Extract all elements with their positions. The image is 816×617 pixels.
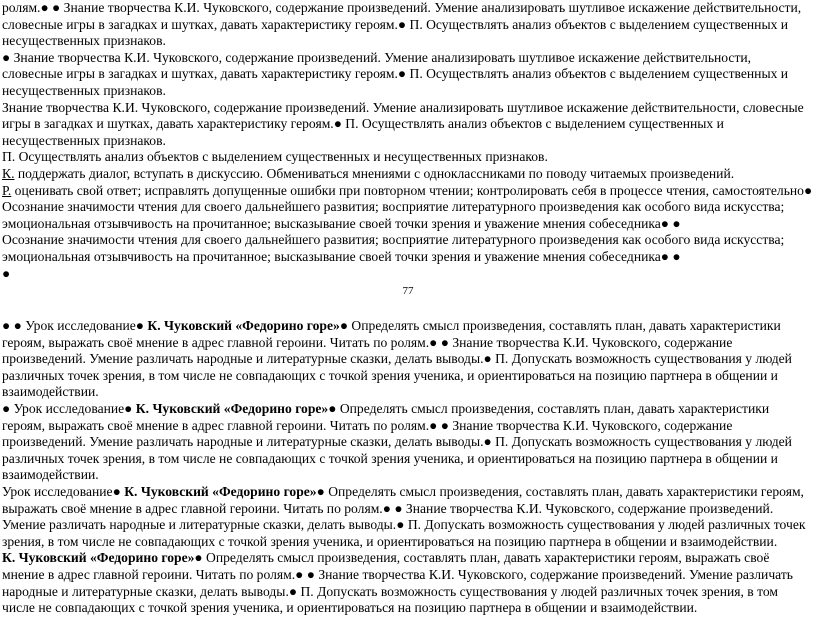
lesson-2-text: ● Определять смысл произведения, составлять план, давать характеристики героям, выражать своё мнение в адрес главной героини. Читать по ролям.● ● Знание творчества К.И. Чуковского, содержание произведений. Умение различать народные и литературные сказки, делать выводы.● П. Допускать возможность существования у людей различных точек зрения, в том числе не совпадающих с точкой зрения ученика, и ориентироваться на позицию партнера в общении и взаимодействии. <box>2 400 792 483</box>
paragraph-1: ролям.● ● Знание творчества К.И. Чуковского, содержание произведений. Умение анализировать шутливое искажение действительности, словесные игры в загадках и шутках, давать характеристику героям.● П. Осуществлять анализ объектов с выделением существенных и несущественных признаков. <box>2 0 802 49</box>
lesson-paragraph-2 <box>2 401 814 484</box>
lesson-3-text: ● Определять смысл произведения, составлять план, давать характеристики героям, выражать своё мнение в адрес главной героини. Читать по ролям.● ● Знание творчества К.И. Чуковского, содержание произведений. Умение различать народные и литературные сказки, делать выводы.● П. Допускать возможность существования у людей различных точек зрения, в том числе не совпадающих с точкой зрения ученика, и ориентироваться на позицию партнера в общении и взаимодействии. <box>2 483 806 549</box>
lesson-2-prefix: ● Урок исследование● <box>2 400 136 416</box>
k-label: К. <box>2 165 15 181</box>
paragraph-4: П. Осуществлять анализ объектов с выделением существенных и несущественных признаков. <box>2 149 548 165</box>
lesson-1-prefix: ● ● Урок исследование● <box>2 318 148 333</box>
lesson-4-text: ● Определять смысл произведения, составлять план, давать характеристики героям, выражать своё мнение в адрес главной героини. Читать по ролям.● ● Знание творчества К.И. Чуковского, содержание произведений. Умение различать народные и литературные сказки, делать выводы.● П. Допускать возможность существования у людей различных точек зрения, в том числе не совпадающих с точкой зрения ученика, и ориентироваться на позицию партнера в общении и взаимодействии. <box>2 550 793 616</box>
lesson-1-text: ● Определять смысл произведения, составлять план, давать характеристики героям, выражать своё мнение в адрес главной героини. Читать по ролям.● ● Знание творчества К.И. Чуковского, содержание произведений. Умение различать народные и литературные сказки, делать выводы.● П. Допускать возможность существования у людей различных точек зрения, в том числе не совпадающих с точкой зрения ученика, и ориентироваться на позицию партнера в общении и взаимодействии. <box>2 318 792 400</box>
bottom-text-block <box>2 318 814 617</box>
top-text-block <box>2 0 814 282</box>
lesson-4-title: К. Чуковский «Федорино горе» <box>2 550 195 566</box>
page-number: 77 <box>402 285 414 297</box>
paragraph-r <box>2 183 814 233</box>
lesson-1-title: К. Чуковский «Федорино горе» <box>147 318 340 333</box>
lesson-paragraph-3 <box>2 484 814 550</box>
paragraph-2: ● Знание творчества К.И. Чуковского, содержание произведений. Умение анализировать шутливое искажение действительности, словесные игры в загадках и шутках, давать характеристику героям.● П. Осуществлять анализ объектов с выделением существенных и несущественных признаков. <box>2 49 789 98</box>
r-text: оценивать свой ответ; исправлять допущенные ошибки при повторном чтении; контролировать себя в процессе чтения, самостоятельно● Осознание значимости чтения для своего дальнейшего развития; восприятие литературного произведения как особого вида искусства; эмоциональная отзывчивость на прочитанное; высказывание своей точки зрения и уважение мнения собеседника● ● <box>2 182 813 231</box>
paragraph-3: Знание творчества К.И. Чуковского, содержание произведений. Умение анализировать шутливое искажение действительности, словесные игры в загадках и шутках, давать характеристику героям.● П. Осуществлять анализ объектов с выделением существенных и несущественных признаков. <box>2 99 804 148</box>
lesson-3-prefix: Урок исследование● <box>2 483 125 499</box>
lesson-paragraph-4 <box>2 550 814 616</box>
paragraph-8: ● <box>2 265 11 281</box>
lesson-2-title: К. Чуковский «Федорино горе» <box>135 400 329 416</box>
paragraph-k <box>2 166 814 183</box>
paragraph-7: Осознание значимости чтения для своего дальнейшего развития; восприятие литературного произведения как особого вида искусства; эмоциональная отзывчивость на прочитанное; высказывание своей точки зрения и уважение мнения собеседника● ● <box>2 232 785 264</box>
r-label: Р. <box>2 182 12 198</box>
lesson-paragraph-1 <box>2 318 814 401</box>
k-text: поддержать диалог, вступать в дискуссию. Обмениваться мнениями с одноклассниками по поводу читаемых произведений. <box>14 165 735 181</box>
lesson-3-title: К. Чуковский «Федорино горе» <box>124 483 317 499</box>
